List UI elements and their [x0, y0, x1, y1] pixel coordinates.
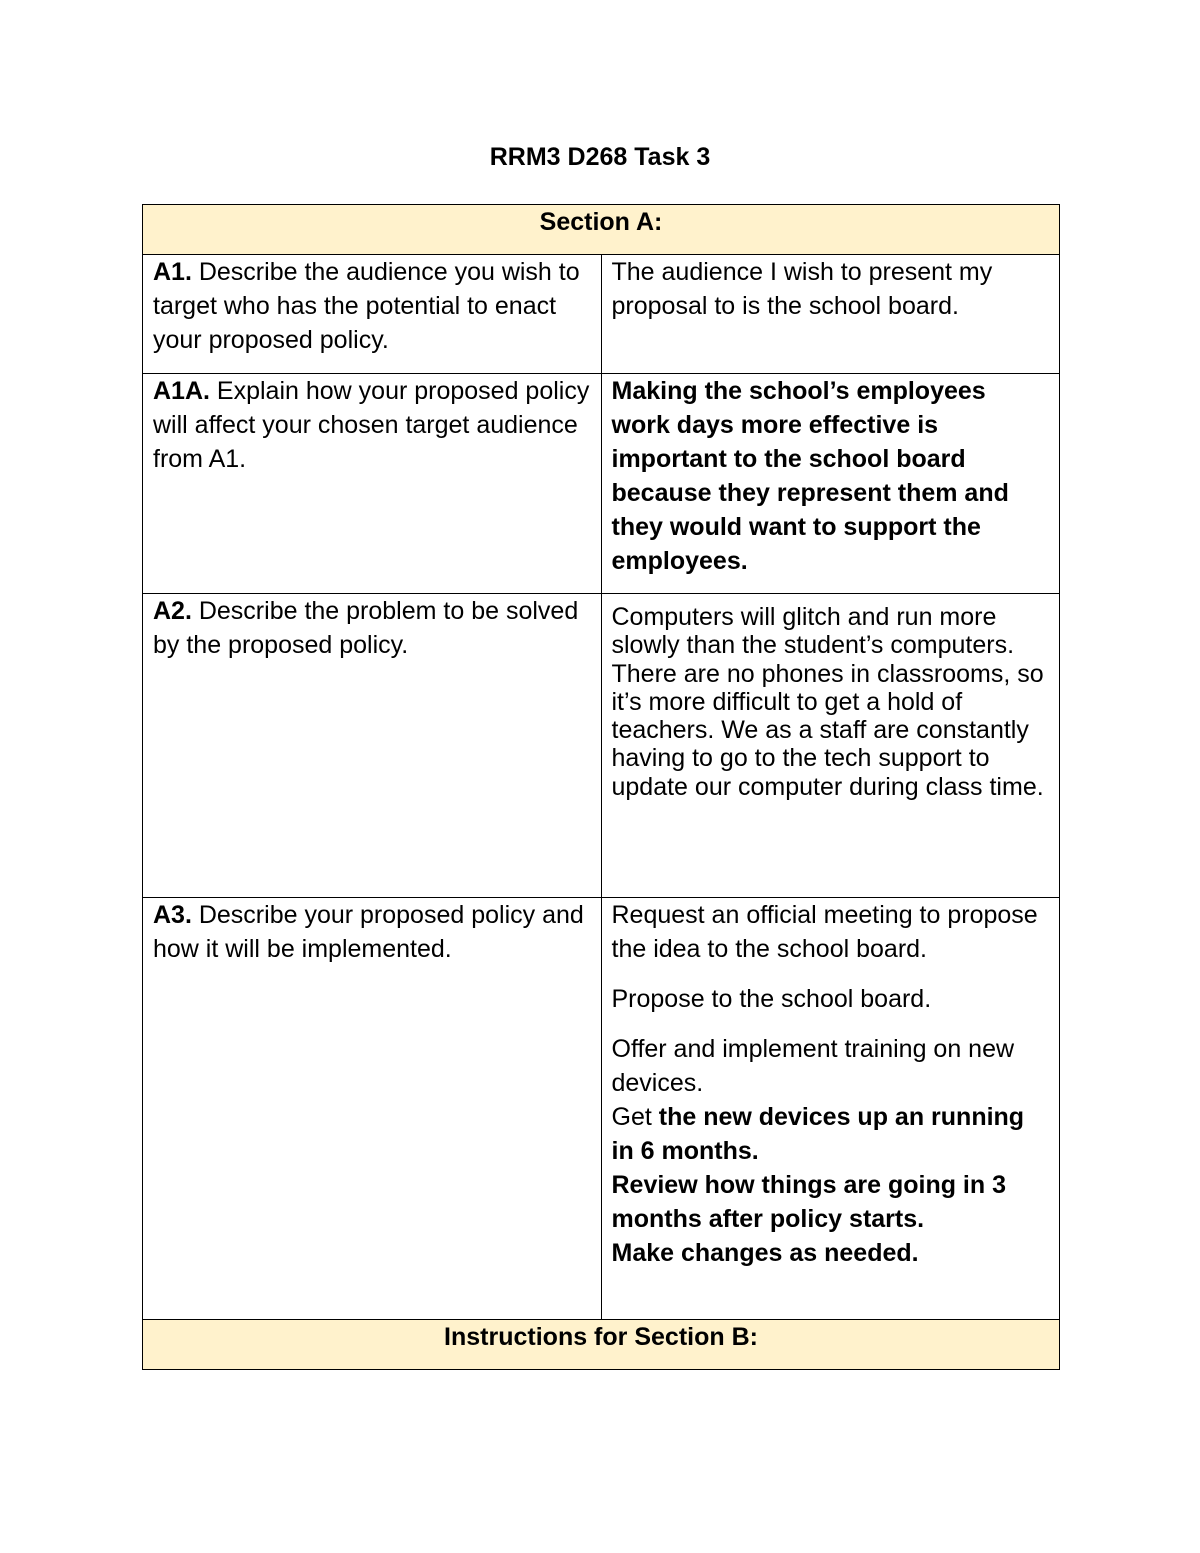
table-row-a3: [143, 898, 1060, 1320]
response-step-1: Request an official meeting to propose the idea to the school board.: [611, 901, 1038, 963]
task-table: [142, 204, 1060, 1370]
response-step-6: Make changes as needed.: [611, 1239, 919, 1267]
response-text-a1: The audience I wish to present my proposal to is the school board.: [611, 258, 993, 320]
response-cell-a1a: [601, 374, 1060, 594]
prompt-cell-a2: [143, 594, 602, 898]
prompt-code-a1: A1.: [153, 258, 192, 286]
response-cell-a2: [601, 594, 1060, 898]
prompt-code-a1a: A1A.: [153, 377, 210, 405]
document-title: RRM3 D268 Task 3: [489, 143, 711, 171]
response-cell-a1: [601, 255, 1060, 374]
response-step-3: Offer and implement training on new devices.: [611, 1035, 1015, 1097]
section-b-header-row: [143, 1320, 1060, 1370]
section-a-header-row: [143, 205, 1060, 255]
prompt-code-a2: A2.: [153, 597, 192, 625]
table-row-a1: [143, 255, 1060, 374]
response-cell-a3: [601, 898, 1060, 1320]
response-step-4: [612, 1100, 1050, 1168]
response-text-a2: Computers will glitch and run more slowly than the student’s computers. There are no phones in classrooms, so it’s more difficult to get a hold of teachers. We as a staff are constantly having to go to the tech support to update our computer during class time.: [611, 603, 1044, 801]
prompt-code-a3: A3.: [153, 901, 192, 929]
prompt-cell-a3: [143, 898, 602, 1320]
response-step-4-prefix: Get: [611, 1103, 652, 1131]
prompt-text-a1a: Explain how your proposed policy will affect your chosen target audience from A1.: [153, 377, 590, 473]
prompt-cell-a1a: [143, 374, 602, 594]
prompt-cell-a1: [143, 255, 602, 374]
section-a-header: Section A:: [143, 205, 1060, 255]
prompt-text-a2: Describe the problem to be solved by the proposed policy.: [153, 597, 579, 659]
table-row-a2: [143, 594, 1060, 898]
prompt-text-a3: Describe your proposed policy and how it will be implemented.: [153, 901, 584, 963]
response-step-4-bold: the new devices up an running in 6 months.: [611, 1103, 1025, 1165]
response-step-2: Propose to the school board.: [611, 985, 932, 1013]
table-row-a1a: [143, 374, 1060, 594]
prompt-text-a1: Describe the audience you wish to target who has the potential to enact your proposed policy.: [153, 258, 580, 354]
section-b-header: Instructions for Section B:: [143, 1320, 1060, 1370]
response-step-5: Review how things are going in 3 months after policy starts.: [611, 1171, 1006, 1233]
response-text-a1a: Making the school’s employees work days more effective is important to the school board because they represent them and they would want to support the employees.: [611, 377, 1009, 575]
